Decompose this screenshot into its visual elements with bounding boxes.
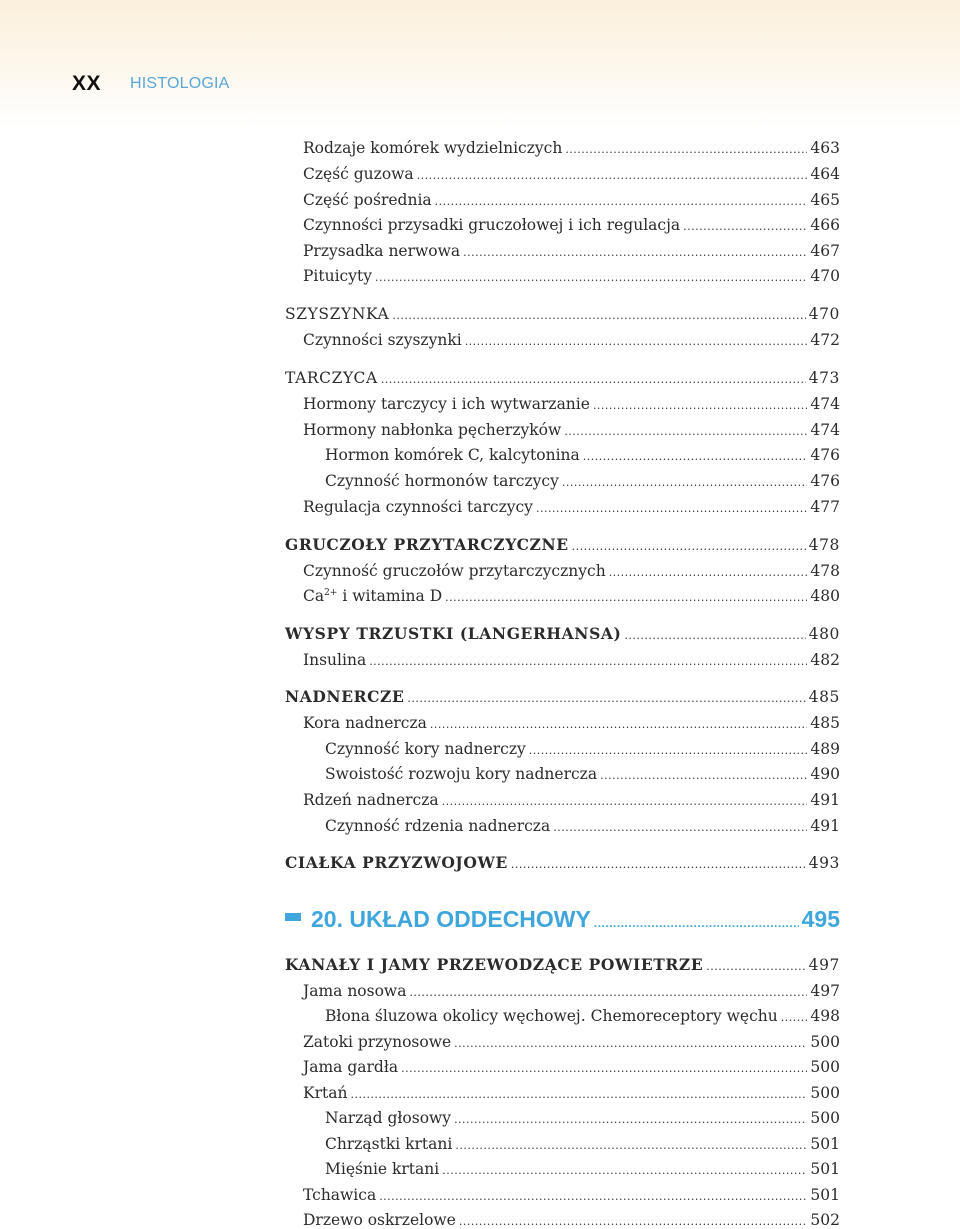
toc-entry-page: 501 xyxy=(810,1186,840,1204)
toc-entry-page: 477 xyxy=(810,498,840,516)
toc-entry-title: Mięśnie krtani xyxy=(325,1160,440,1178)
toc-entry-title: Czynność hormonów tarczycy xyxy=(325,472,559,490)
dot-leader xyxy=(392,305,805,327)
dot-leader xyxy=(593,395,807,417)
dot-leader xyxy=(459,1211,808,1229)
toc-entry-title: Część pośrednia xyxy=(303,191,432,209)
toc-entry-title: Jama nosowa xyxy=(303,982,407,1000)
toc-entry-page: 493 xyxy=(808,854,840,872)
dot-leader xyxy=(350,1084,807,1106)
toc-entry[interactable] xyxy=(325,815,840,839)
toc-entry-page: 501 xyxy=(810,1160,840,1178)
toc-entry-page: 470 xyxy=(808,305,840,323)
dot-leader xyxy=(683,216,807,238)
toc-chapter[interactable] xyxy=(285,904,840,938)
toc-entry[interactable] xyxy=(303,137,840,161)
dot-leader xyxy=(369,651,807,673)
toc-entry[interactable] xyxy=(303,560,840,584)
charge-superscript: 2+ xyxy=(324,587,338,598)
toc-section[interactable] xyxy=(285,623,840,647)
toc-entry-page: 500 xyxy=(810,1109,840,1127)
toc-entry[interactable] xyxy=(303,1031,840,1055)
dot-leader xyxy=(381,369,806,391)
dot-leader xyxy=(375,267,807,289)
toc-section[interactable] xyxy=(285,686,840,710)
dot-leader xyxy=(455,1135,807,1157)
toc-entry[interactable] xyxy=(303,214,840,238)
running-title: HISTOLOGIA xyxy=(130,75,230,92)
toc-entry-page: 497 xyxy=(808,956,840,974)
toc-entry-title: Część guzowa xyxy=(303,165,414,183)
toc-entry-page: 476 xyxy=(810,472,840,490)
toc-entry-title: Rdzeń nadnercza xyxy=(303,791,439,809)
dot-leader xyxy=(417,165,808,187)
toc-entry[interactable] xyxy=(303,496,840,520)
toc-entry-page: 500 xyxy=(810,1033,840,1051)
toc-entry-title: Regulacja czynności tarczycy xyxy=(303,498,533,516)
toc-entry[interactable] xyxy=(303,163,840,187)
toc-entry-page: 502 xyxy=(810,1211,840,1229)
toc-entry[interactable] xyxy=(325,444,840,468)
chapter-title: 20. UKŁAD ODDECHOWY xyxy=(311,906,591,932)
toc-entry-page: 474 xyxy=(810,395,840,413)
toc-section-title: SZYSZYNKA xyxy=(285,305,390,323)
toc-entry[interactable] xyxy=(325,1133,840,1157)
dot-leader xyxy=(706,956,805,978)
toc-entry-page: 466 xyxy=(810,216,840,234)
toc-entry-page: 500 xyxy=(810,1058,840,1076)
dot-leader xyxy=(583,446,808,468)
toc-entry-page: 491 xyxy=(810,791,840,809)
toc-entry-page: 463 xyxy=(810,139,840,157)
toc-entry-page: 485 xyxy=(808,688,840,706)
toc-entry-page: 480 xyxy=(810,587,840,605)
toc-entry-title: Jama gardła xyxy=(303,1058,399,1076)
toc-entry-page: 474 xyxy=(810,421,840,439)
dot-leader xyxy=(594,908,799,938)
dot-leader xyxy=(463,242,807,264)
dot-leader xyxy=(401,1058,807,1080)
dot-leader xyxy=(536,498,807,520)
toc-entry[interactable] xyxy=(303,585,840,609)
dot-leader xyxy=(442,1160,807,1182)
toc-entry-page: 476 xyxy=(810,446,840,464)
toc-entry-page: 464 xyxy=(810,165,840,183)
toc-entry-page: 472 xyxy=(810,331,840,349)
toc-entry-title: Przysadka nerwowa xyxy=(303,242,461,260)
toc-entry-title: Krtań xyxy=(303,1084,348,1102)
toc-entry-page: 480 xyxy=(808,625,840,643)
toc-entry[interactable] xyxy=(325,1158,840,1182)
toc-entry-title: Czynność rdzenia nadnercza xyxy=(325,817,551,835)
toc-entry-title: Hormon komórek C, kalcytonina xyxy=(325,446,580,464)
toc-section-title: GRUCZOŁY PRZYTARCZYCZNE xyxy=(285,535,569,554)
toc-entry[interactable] xyxy=(303,189,840,213)
toc-entry-title: Chrząstki krtani xyxy=(325,1135,453,1153)
toc-entry-title: Swoistość rozwoju kory nadnercza xyxy=(325,765,598,783)
toc-section[interactable] xyxy=(285,367,840,391)
page-number: XX xyxy=(72,72,102,95)
dot-leader xyxy=(435,191,808,213)
dot-leader xyxy=(609,562,808,584)
toc-entry-title: Błona śluzowa okolicy węchowej. Chemoreceptory węchu xyxy=(325,1007,778,1025)
toc-entry-page: 482 xyxy=(810,651,840,669)
dot-leader xyxy=(562,472,808,494)
toc-entry-title: Drzewo oskrzelowe xyxy=(303,1211,456,1229)
toc-entry-page: 500 xyxy=(810,1084,840,1102)
toc-section[interactable] xyxy=(285,954,840,978)
toc-entry-page: 491 xyxy=(810,817,840,835)
toc-entry[interactable] xyxy=(325,763,840,787)
toc-entry-page: 490 xyxy=(810,765,840,783)
toc-entry-page: 489 xyxy=(810,740,840,758)
dot-leader xyxy=(430,714,808,736)
toc-section-title: TARCZYCA xyxy=(285,369,378,387)
toc-entry-page: 470 xyxy=(810,267,840,285)
toc-section-title: KANAŁY I JAMY PRZEWODZĄCE POWIETRZE xyxy=(285,955,704,974)
toc-entry-page: 497 xyxy=(810,982,840,1000)
toc-entry[interactable] xyxy=(303,649,840,673)
toc-entry-title: Hormony tarczycy i ich wytwarzanie xyxy=(303,395,590,413)
toc-entry-page: 478 xyxy=(810,562,840,580)
dot-leader xyxy=(600,765,807,787)
toc-entry[interactable] xyxy=(303,393,840,417)
toc-entry-title: Pituicyty xyxy=(303,267,372,285)
toc-entry[interactable] xyxy=(303,419,840,443)
toc-entry[interactable] xyxy=(303,1209,840,1229)
dot-leader xyxy=(445,587,807,609)
toc-entry-title: Czynności przysadki gruczołowej i ich regulacja xyxy=(303,216,681,234)
toc-entry-title: Rodzaje komórek wydzielniczych xyxy=(303,139,563,157)
toc-entry-page: 485 xyxy=(810,714,840,732)
toc-entry[interactable] xyxy=(325,470,840,494)
toc-section-title: WYSPY TRZUSTKI (LANGERHANSA) xyxy=(285,624,622,643)
toc-entry-title: Insulina xyxy=(303,651,367,669)
dot-leader xyxy=(529,740,808,762)
dot-leader xyxy=(511,854,806,876)
dot-leader xyxy=(465,331,808,353)
toc-entry-title: Narząd głosowy xyxy=(325,1109,452,1127)
dot-leader xyxy=(553,817,807,839)
toc-entry-page: 501 xyxy=(810,1135,840,1153)
toc-entry-page: 478 xyxy=(808,536,840,554)
toc-entry-title: Kora nadnercza xyxy=(303,714,427,732)
toc-entry[interactable] xyxy=(325,738,840,762)
dot-leader xyxy=(454,1109,807,1131)
dot-leader xyxy=(442,791,808,813)
toc-section[interactable] xyxy=(285,534,840,558)
toc-entry-title: Hormony nabłonka pęcherzyków xyxy=(303,421,562,439)
toc-entry[interactable] xyxy=(303,1056,840,1080)
chapter-marker-icon xyxy=(285,913,301,921)
title-rest: i witamina D xyxy=(337,587,443,605)
toc-entry[interactable] xyxy=(303,265,840,289)
dot-leader xyxy=(564,421,807,443)
toc-entry[interactable] xyxy=(303,1082,840,1106)
dot-leader xyxy=(781,1007,808,1029)
toc-entry[interactable] xyxy=(303,980,840,1004)
toc-entry-title: Czynności szyszynki xyxy=(303,331,462,349)
dot-leader xyxy=(565,139,807,161)
toc-entry-page: 465 xyxy=(810,191,840,209)
toc-entry-title: Czynność gruczołów przytarczycznych xyxy=(303,562,606,580)
toc-section-title: CIAŁKA PRZYZWOJOWE xyxy=(285,853,508,872)
dot-leader xyxy=(572,536,806,558)
toc-entry-page: 498 xyxy=(810,1007,840,1025)
toc-entry-title: Zatoki przynosowe xyxy=(303,1033,452,1051)
chapter-page: 495 xyxy=(801,906,840,932)
dot-leader xyxy=(624,625,805,647)
toc-entry-page: 467 xyxy=(810,242,840,260)
calcium-symbol: Ca xyxy=(303,587,325,605)
toc-entry-title: Tchawica xyxy=(303,1186,377,1204)
toc-section[interactable] xyxy=(285,303,840,327)
toc-entry[interactable] xyxy=(303,1184,840,1208)
toc-entry[interactable] xyxy=(325,1005,840,1029)
toc-entry-title xyxy=(303,585,442,607)
toc-entry-title: Czynność kory nadnerczy xyxy=(325,740,526,758)
toc-entry[interactable] xyxy=(303,329,840,353)
toc-entry[interactable] xyxy=(303,712,840,736)
toc-entry-page: 473 xyxy=(808,369,840,387)
dot-leader xyxy=(407,688,805,710)
toc-entry[interactable] xyxy=(325,1107,840,1131)
toc-section[interactable] xyxy=(285,852,840,876)
toc-entry[interactable] xyxy=(303,789,840,813)
toc-section-title: NADNERCZE xyxy=(285,687,405,706)
dot-leader xyxy=(409,982,807,1004)
toc-entry[interactable] xyxy=(303,240,840,264)
dot-leader xyxy=(454,1033,807,1055)
dot-leader xyxy=(379,1186,807,1208)
